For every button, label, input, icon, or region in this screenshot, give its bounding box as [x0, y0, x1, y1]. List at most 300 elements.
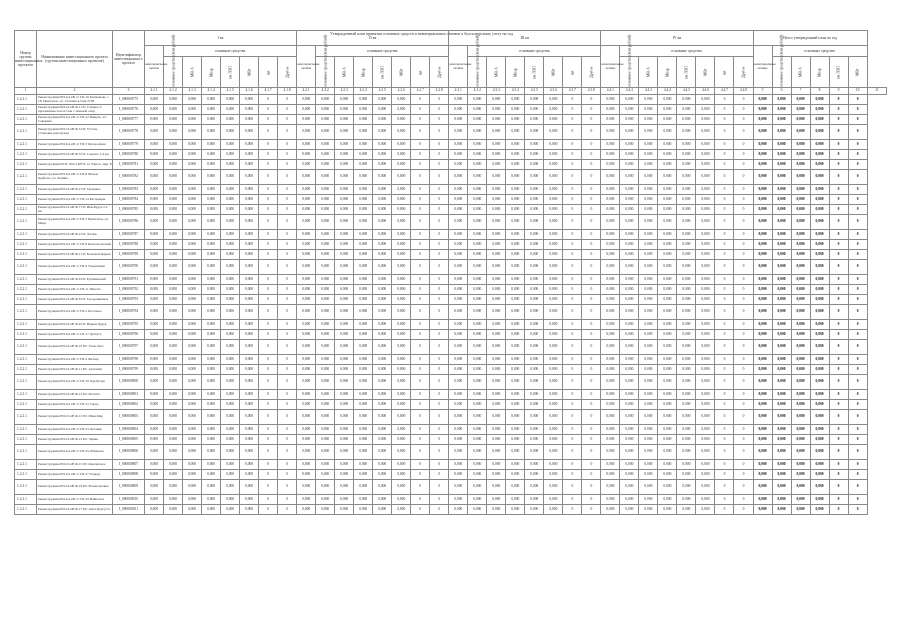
table-row	[15, 375, 887, 390]
row-name: Реконструкция ВЛ-0,4 кВ от ТП-17 Хулхута	[37, 330, 113, 340]
row-value: 0,000	[468, 215, 487, 230]
row-value: 0,000	[145, 275, 164, 285]
row-value: 0,000	[392, 365, 411, 375]
header-name: Наименование инвестиционного проекта (группы инвестиционных проектов)	[37, 31, 113, 88]
row-value: 0	[563, 355, 582, 365]
table-row	[15, 355, 887, 365]
column-head: МВт	[696, 57, 715, 88]
row-value: 0,000	[677, 205, 696, 215]
row-name: Реконструкция ВЛ-10 кВ Ф-1 ПС Большой Царын	[37, 250, 113, 260]
row-value: 0	[259, 425, 278, 435]
row-value: 0,000	[639, 205, 658, 215]
row-value: 0,000	[639, 410, 658, 425]
row-value: 0	[582, 365, 601, 375]
row-value: 0	[278, 250, 297, 260]
row-value: 0,000	[468, 240, 487, 250]
row-value: 0	[411, 375, 430, 390]
row-value: 0,000	[449, 95, 468, 105]
row-value: 0,000	[525, 340, 544, 355]
row-value: 0,000	[506, 170, 525, 185]
subheader-fixed-assets: основные средства	[620, 46, 753, 57]
row-value: 0	[259, 160, 278, 170]
row-value: 0,000	[373, 365, 392, 375]
row-value: 0	[582, 240, 601, 250]
row-value: 0,000	[772, 330, 791, 340]
row-value: 0,000	[677, 160, 696, 170]
row-value: 0,000	[677, 140, 696, 150]
row-value: 0	[411, 470, 430, 480]
row-value: 0,000	[164, 305, 183, 320]
row-value: 0,000	[620, 410, 639, 425]
row-value: 0	[259, 170, 278, 185]
row-value: 0,000	[468, 250, 487, 260]
row-value: 0,000	[449, 445, 468, 460]
row-code: 1.2.2.1	[15, 240, 37, 250]
row-value: 0,000	[544, 435, 563, 445]
row-value: 0,000	[506, 390, 525, 400]
row-code: 1.2.2.1	[15, 505, 37, 515]
row-value: 0,000	[601, 115, 620, 125]
column-head: км ЛЭП	[221, 57, 240, 88]
row-name: Реконструкция ВЛ-10 кВ Ф-4 ПС Лагань	[37, 230, 113, 240]
row-value: 0,000	[373, 215, 392, 230]
row-value: 0	[829, 480, 848, 495]
row-value: 0	[411, 205, 430, 215]
row-value: 0,000	[525, 505, 544, 515]
row-value: 0	[848, 125, 867, 140]
row-code: 1.2.2.1	[15, 445, 37, 460]
row-value: 0,000	[506, 250, 525, 260]
row-value: 0,000	[202, 435, 221, 445]
row-value: 0,000	[544, 355, 563, 365]
row-value: 0,000	[810, 445, 829, 460]
row-value: 0,000	[392, 205, 411, 215]
row-value: 0	[582, 505, 601, 515]
row-value: 0,000	[810, 185, 829, 195]
row-value: 0,000	[753, 305, 772, 320]
row-value: 0	[582, 205, 601, 215]
row-value: 0	[411, 195, 430, 205]
row-id: I_000000776	[113, 105, 145, 115]
row-value: 0,000	[145, 495, 164, 505]
row-value: 0,000	[658, 305, 677, 320]
row-id: I_000000785	[113, 205, 145, 215]
row-value: 0,000	[753, 400, 772, 410]
row-value: 0,000	[145, 160, 164, 170]
row-value: 0,000	[753, 230, 772, 240]
row-value: 0,000	[753, 460, 772, 470]
row-name: Реконструкция ВЛ-10 кВ Ф-3 ПС Уттаги, установка реклоузера	[37, 125, 113, 140]
row-value: 0	[715, 480, 734, 495]
row-value: 0,000	[620, 505, 639, 515]
row-name: Реконструкция ВЛ-0,4 кВ от ТП-14 Кетченеры	[37, 195, 113, 205]
row-value: 0	[430, 150, 449, 160]
row-value: 0	[734, 445, 753, 460]
row-value: 0	[563, 435, 582, 445]
row-value: 0,000	[677, 400, 696, 410]
row-value: 0,000	[544, 410, 563, 425]
row-value: 0,000	[677, 105, 696, 115]
column-number: 4.2.7	[411, 88, 430, 95]
row-value: 0,000	[810, 400, 829, 410]
row-value: 0,000	[525, 140, 544, 150]
row-value: 0,000	[506, 305, 525, 320]
row-value: 0,000	[487, 330, 506, 340]
table-row	[15, 505, 887, 515]
row-value: 0,000	[240, 355, 259, 365]
row-value: 0	[848, 425, 867, 435]
row-value: 0,000	[468, 285, 487, 295]
row-value: 0,000	[221, 240, 240, 250]
column-number: 4.3.7	[563, 88, 582, 95]
row-value: 0,000	[791, 435, 810, 445]
row-value: 0,000	[544, 375, 563, 390]
row-value: 0	[259, 195, 278, 205]
row-value: 0,000	[677, 115, 696, 125]
row-value: 0,000	[221, 260, 240, 275]
row-value: 0,000	[658, 275, 677, 285]
row-value: 0,000	[297, 480, 316, 495]
row-value: 0,000	[240, 140, 259, 150]
row-value: 0	[411, 425, 430, 435]
table-title: Утвержденный план принятия основных средств и нематериальных активов к бухгалтерскому учету на год	[330, 31, 513, 36]
row-value: 0	[715, 105, 734, 115]
row-value: 0,000	[677, 330, 696, 340]
row-value: 0,000	[183, 355, 202, 365]
row-value: 0,000	[696, 140, 715, 150]
row-value: 0,000	[354, 260, 373, 275]
row-value: 0,000	[335, 240, 354, 250]
row-value: 0,000	[696, 470, 715, 480]
row-value: 0,000	[183, 105, 202, 115]
row-value: 0,000	[487, 410, 506, 425]
row-value: 0,000	[677, 320, 696, 330]
row-value: 0	[278, 185, 297, 195]
column-number: 5	[753, 88, 772, 95]
row-value: 0	[411, 495, 430, 505]
row-value: 0	[734, 435, 753, 445]
row-value: 0	[563, 480, 582, 495]
header-code: Номер группы инвестиционных проектов	[15, 31, 37, 88]
row-value: 0,000	[639, 305, 658, 320]
row-value: 0,000	[658, 435, 677, 445]
row-value: 0,000	[354, 215, 373, 230]
row-value: 0	[259, 125, 278, 140]
row-value: 0	[734, 115, 753, 125]
row-value: 0	[563, 125, 582, 140]
row-value: 0,000	[601, 320, 620, 330]
row-value: 0,000	[335, 445, 354, 460]
row-value: 0,000	[658, 105, 677, 115]
row-value: 0,000	[145, 355, 164, 365]
row-value: 0,000	[639, 215, 658, 230]
row-value: 0	[259, 400, 278, 410]
row-value: 0,000	[316, 105, 335, 115]
row-value: 0,000	[297, 150, 316, 160]
row-value: 0,000	[658, 400, 677, 410]
row-code: 1.2.2.1	[15, 150, 37, 160]
row-value: 0,000	[487, 365, 506, 375]
row-value: 0,000	[753, 355, 772, 365]
row-value: 0,000	[468, 410, 487, 425]
row-value: 0,000	[335, 330, 354, 340]
row-value: 0,000	[677, 240, 696, 250]
row-value: 0,000	[354, 340, 373, 355]
row-value: 0	[582, 215, 601, 230]
row-value: 0,000	[297, 340, 316, 355]
row-code: 1.2.2.1	[15, 305, 37, 320]
row-value: 0	[278, 115, 297, 125]
row-value: 0,000	[658, 140, 677, 150]
row-value: 0,000	[468, 125, 487, 140]
row-value: 0,000	[297, 365, 316, 375]
row-value: 0,000	[221, 400, 240, 410]
row-value: 0,000	[202, 460, 221, 470]
row-value: 0,000	[373, 495, 392, 505]
row-value: 0,000	[468, 295, 487, 305]
row-value: 0,000	[772, 400, 791, 410]
column-number: 4.3.1	[449, 88, 468, 95]
row-value: 0	[259, 355, 278, 365]
row-value: 0,000	[601, 240, 620, 250]
row-value: 0,000	[487, 305, 506, 320]
row-value: 0,000	[468, 390, 487, 400]
row-value: 0	[715, 95, 734, 105]
row-value: 0,000	[753, 215, 772, 230]
row-value: 0,000	[544, 95, 563, 105]
row-value: 0	[278, 275, 297, 285]
row-value: 0,000	[297, 425, 316, 435]
row-value: 0,000	[449, 480, 468, 495]
row-value: 0,000	[373, 260, 392, 275]
row-value: 0,000	[639, 250, 658, 260]
row-value: 0,000	[297, 95, 316, 105]
row-value: 0,000	[316, 285, 335, 295]
row-value: 0,000	[810, 125, 829, 140]
row-value: 0	[259, 230, 278, 240]
row-value: 0,000	[164, 260, 183, 275]
row-value: 0,000	[506, 340, 525, 355]
row-value: 0,000	[506, 125, 525, 140]
row-value: 0,000	[639, 355, 658, 365]
row-value: 0,000	[240, 205, 259, 215]
row-value: 0	[848, 150, 867, 160]
row-value: 0	[715, 400, 734, 410]
row-value: 0,000	[335, 495, 354, 505]
row-value: 0,000	[525, 400, 544, 410]
row-value: 0,000	[392, 250, 411, 260]
row-value: 0,000	[297, 470, 316, 480]
row-value: 0,000	[316, 160, 335, 170]
table-row	[15, 240, 887, 250]
row-value: 0	[715, 205, 734, 215]
row-value: 0,000	[373, 505, 392, 515]
row-value: 0,000	[316, 115, 335, 125]
row-name: Реконструкция ВЛ-10 кВ Ф-17 ПС Амта-Бургуста	[37, 505, 113, 515]
row-value: 0	[715, 495, 734, 505]
row-value: 0,000	[145, 195, 164, 205]
row-value: 0,000	[449, 285, 468, 295]
row-value: 0,000	[392, 105, 411, 115]
row-value: 0	[430, 95, 449, 105]
row-value: 0,000	[392, 140, 411, 150]
row-value: 0,000	[810, 365, 829, 375]
row-value: 0,000	[183, 435, 202, 445]
row-value: 0	[411, 320, 430, 330]
row-value: 0,000	[810, 390, 829, 400]
row-value: 0,000	[297, 230, 316, 240]
row-value: 0	[829, 275, 848, 285]
row-value: 0,000	[753, 505, 772, 515]
row-value: 0,000	[506, 285, 525, 295]
row-value: 0,000	[506, 330, 525, 340]
row-value: 0	[848, 435, 867, 445]
row-value: 0	[734, 480, 753, 495]
row-value: 0,000	[639, 365, 658, 375]
row-value: 0,000	[487, 445, 506, 460]
row-value: 0,000	[354, 435, 373, 445]
row-value: 0	[734, 400, 753, 410]
column-head: км ЛЭП	[525, 57, 544, 88]
row-value: 0,000	[487, 240, 506, 250]
column-number: 4.2.2	[316, 88, 335, 95]
row-value: 0	[278, 295, 297, 305]
row-id: I_000000777	[113, 115, 145, 125]
row-value: 0,000	[202, 260, 221, 275]
row-value: 0,000	[392, 230, 411, 240]
table-row	[15, 320, 887, 330]
row-value: 0,000	[753, 275, 772, 285]
row-id: I_000000802	[113, 400, 145, 410]
table-row	[15, 340, 887, 355]
row-value: 0,000	[810, 355, 829, 365]
row-value: 0,000	[525, 205, 544, 215]
row-value: 0	[278, 330, 297, 340]
row-value: 0,000	[639, 140, 658, 150]
row-value: 0,000	[620, 390, 639, 400]
row-value: 0,000	[335, 505, 354, 515]
row-value: 0	[829, 390, 848, 400]
row-value: 0,000	[449, 340, 468, 355]
row-value: 0,000	[316, 185, 335, 195]
row-value: 0,000	[487, 140, 506, 150]
row-value: 0,000	[772, 340, 791, 355]
row-value: 0,000	[240, 495, 259, 505]
row-value: 0,000	[335, 470, 354, 480]
row-value: 0	[430, 215, 449, 230]
row-value: 0	[411, 185, 430, 195]
row-value: 0	[829, 205, 848, 215]
column-head: шт	[411, 57, 430, 88]
row-value: 0,000	[335, 295, 354, 305]
row-id: I_000000811	[113, 505, 145, 515]
row-value: 0,000	[297, 435, 316, 445]
row-value: 0,000	[164, 95, 183, 105]
row-value: 0	[582, 230, 601, 240]
row-value: 0,000	[677, 410, 696, 425]
row-value: 0	[430, 425, 449, 435]
row-value: 0,000	[221, 305, 240, 320]
row-value: 0,000	[449, 140, 468, 150]
row-value: 0,000	[373, 125, 392, 140]
table-row	[15, 470, 887, 480]
row-value: 0,000	[753, 150, 772, 160]
row-value: 0,000	[221, 205, 240, 215]
row-value: 0,000	[354, 275, 373, 285]
row-code: 1.2.2.1	[15, 215, 37, 230]
row-value: 0	[411, 295, 430, 305]
row-value: 0,000	[449, 195, 468, 205]
row-value: 0,000	[620, 170, 639, 185]
row-code: 1.2.2.1	[15, 375, 37, 390]
row-code: 1.2.2.1	[15, 340, 37, 355]
column-head: МВт	[240, 57, 259, 88]
row-value: 0,000	[221, 105, 240, 115]
row-value: 0	[278, 240, 297, 250]
row-value: 0,000	[240, 375, 259, 390]
row-value: 0	[278, 460, 297, 470]
row-value: 0,000	[145, 95, 164, 105]
row-value: 0	[563, 115, 582, 125]
row-value: 0,000	[354, 295, 373, 305]
row-value: 0	[829, 470, 848, 480]
row-value: 0,000	[392, 340, 411, 355]
column-number: 4.4.6	[696, 88, 715, 95]
row-value: 0	[715, 115, 734, 125]
column-number: 4.1.6	[240, 88, 259, 95]
row-value: 0,000	[164, 505, 183, 515]
row-value: 0	[829, 115, 848, 125]
row-value: 0	[829, 330, 848, 340]
row-value: 0	[430, 470, 449, 480]
row-value: 0,000	[601, 160, 620, 170]
row-value: 0	[734, 375, 753, 390]
row-value: 0	[848, 295, 867, 305]
row-value: 0,000	[164, 230, 183, 240]
row-value: 0,000	[677, 275, 696, 285]
row-name: Реконструкция ВЛ-10 кВ Ф-7 ПС Ики-Бурул 2,2 км	[37, 205, 113, 215]
row-value: 0,000	[620, 260, 639, 275]
row-value: 0,000	[772, 320, 791, 330]
row-value: 0	[430, 400, 449, 410]
row-value: 0,000	[810, 470, 829, 480]
investment-plan-table	[14, 30, 887, 515]
row-value: 0,000	[335, 195, 354, 205]
row-value: 0,000	[183, 205, 202, 215]
row-value: 0,000	[753, 340, 772, 355]
row-value: 0,000	[696, 260, 715, 275]
row-value: 0,000	[468, 495, 487, 505]
row-value: 0	[829, 160, 848, 170]
row-value: 0	[848, 260, 867, 275]
row-value: 0,000	[791, 340, 810, 355]
row-value: 0,000	[202, 425, 221, 435]
row-value: 0,000	[449, 400, 468, 410]
row-value: 0	[829, 150, 848, 160]
row-id: I_000000790	[113, 260, 145, 275]
column-number: 4.2.3	[335, 88, 354, 95]
row-value: 0,000	[392, 125, 411, 140]
row-value: 0,000	[487, 125, 506, 140]
row-value: 0	[734, 505, 753, 515]
table-row	[15, 105, 887, 115]
row-value: 0,000	[677, 195, 696, 205]
row-value: 0	[715, 250, 734, 260]
row-value: 0,000	[658, 185, 677, 195]
row-value: 0,000	[335, 340, 354, 355]
row-value: 0,000	[468, 150, 487, 160]
row-value: 0,000	[753, 160, 772, 170]
